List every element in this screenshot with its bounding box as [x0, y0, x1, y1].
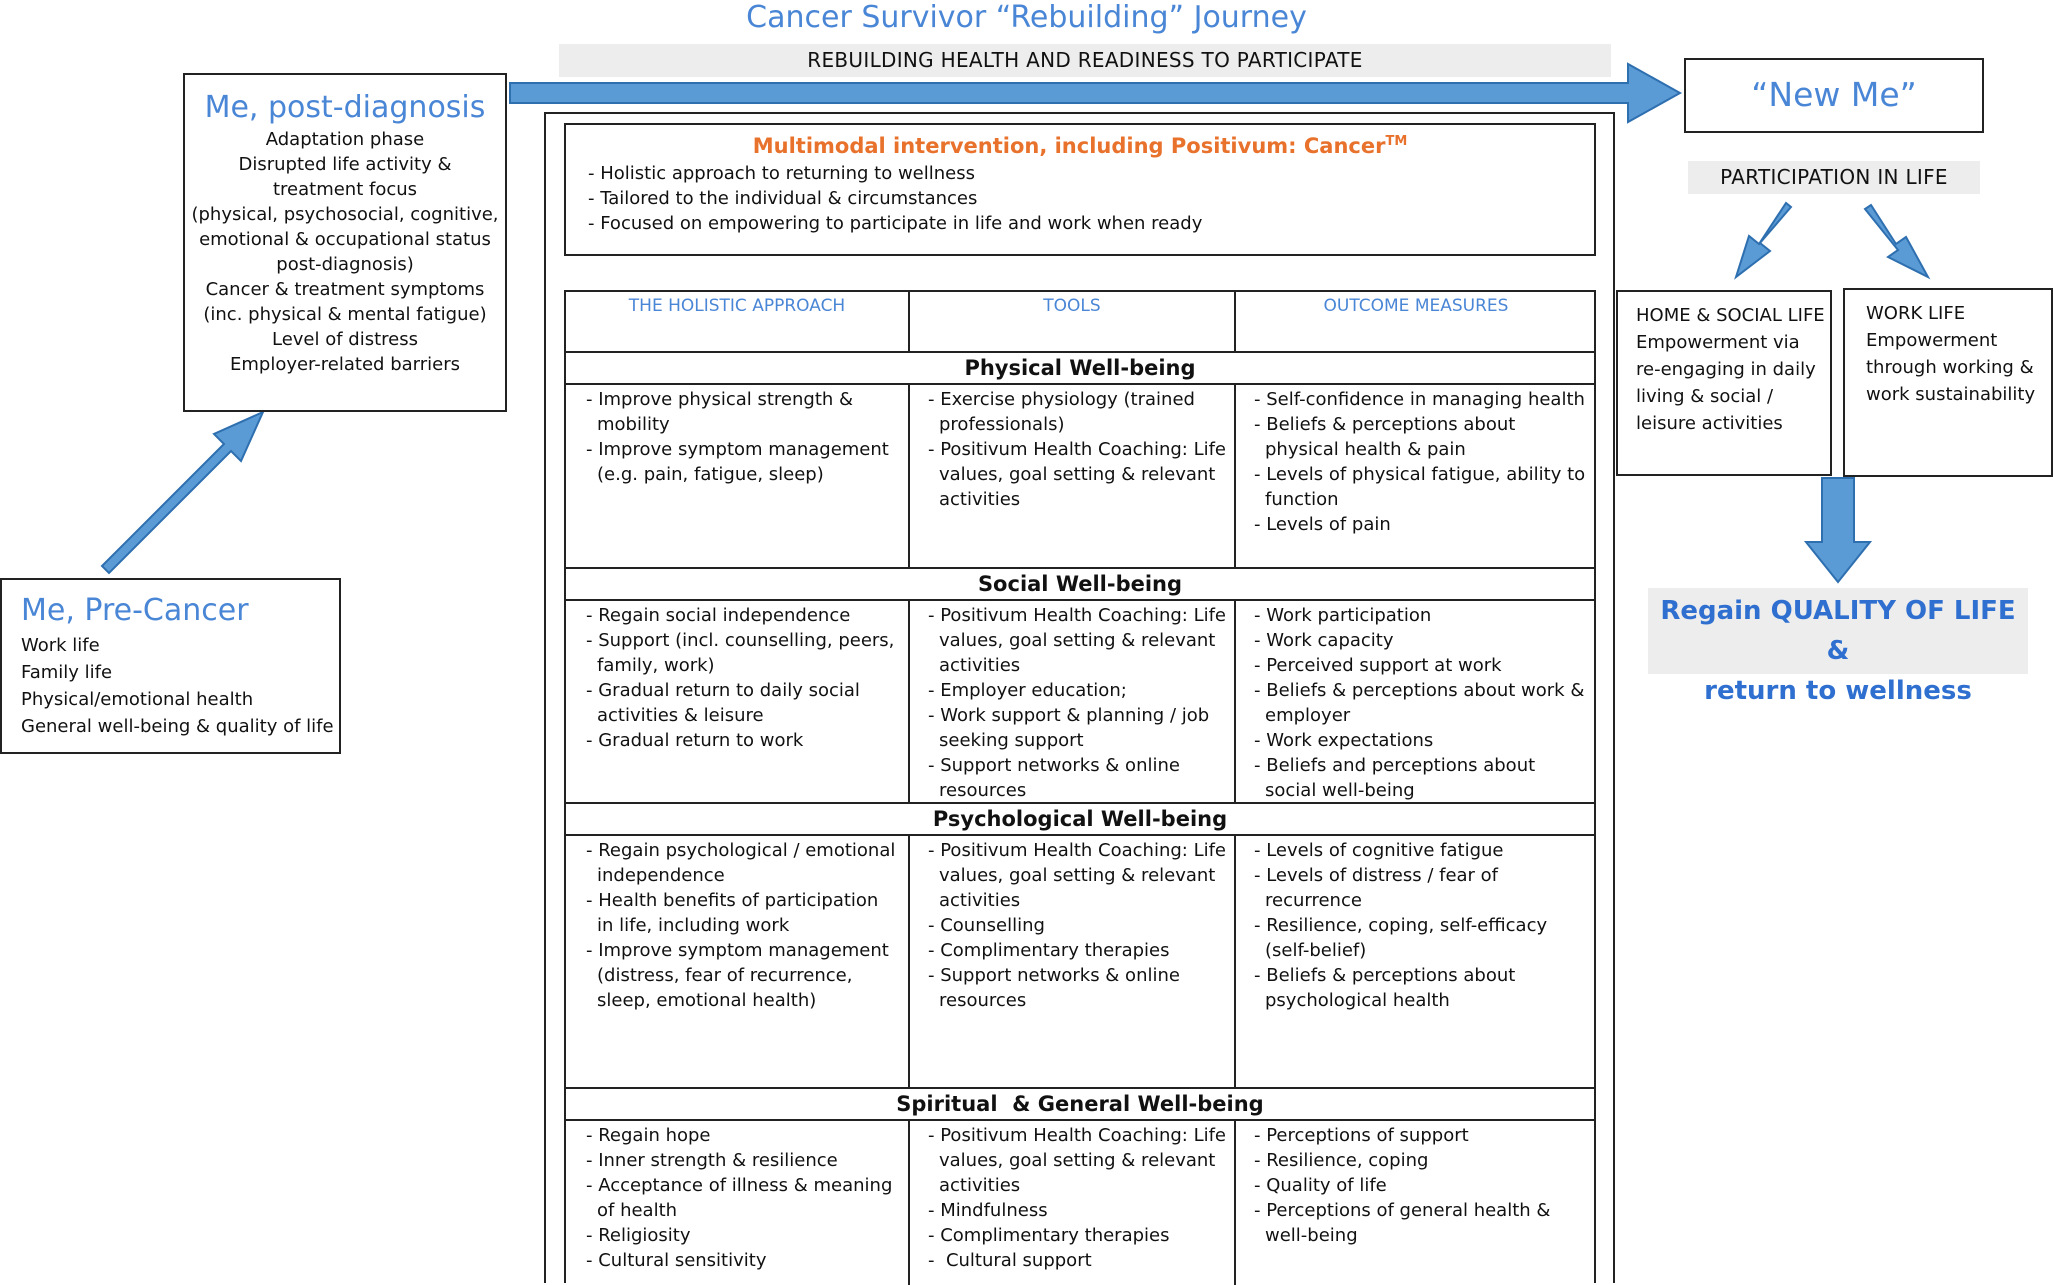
- work-life-line: Empowerment: [1866, 330, 1998, 351]
- goal-line-1: Regain QUALITY OF LIFE &: [1660, 596, 2016, 666]
- rebuilding-banner-text: REBUILDING HEALTH AND READINESS TO PARTICIPATE: [807, 48, 1363, 72]
- diagram-title: Cancer Survivor “Rebuilding” Journey: [746, 0, 1307, 35]
- section-title-spiritual: Spiritual & General Well-being: [896, 1092, 1264, 1116]
- list-item: - Complimentary therapies: [926, 1223, 1226, 1248]
- pre-cancer-item: General well-being & quality of life: [21, 716, 334, 737]
- list-item: - Self-confidence in managing health: [1252, 387, 1592, 412]
- table-divider: [1234, 835, 1236, 1088]
- holistic-table: [564, 290, 1596, 1283]
- table-divider: [566, 1119, 1594, 1121]
- home-social-line: living & social /: [1636, 386, 1774, 407]
- list-item: - Positivum Health Coaching: Life values, goal setting & relevant activities: [926, 603, 1226, 678]
- arrow-down-to-goal: [1806, 478, 1870, 582]
- pre-cancer-item: Physical/emotional health: [21, 689, 254, 710]
- post-diagnosis-line: Cancer & treatment symptoms: [205, 279, 485, 300]
- intervention-title-text: Multimodal intervention, including Positivum: Cancer: [752, 134, 1386, 158]
- home-social-line: leisure activities: [1636, 413, 1783, 434]
- list-item: - Inner strength & resilience: [584, 1148, 900, 1173]
- new-me-box: [1684, 58, 1984, 133]
- intervention-title: [566, 127, 1594, 161]
- arrow-to-work-life: [1865, 205, 1928, 277]
- table-divider: [1234, 384, 1236, 568]
- table-divider: [1234, 1120, 1236, 1285]
- goal-banner: [1648, 588, 2028, 706]
- list-item: - Cultural support: [926, 1248, 1226, 1273]
- list-item: - Gradual return to daily social activities & leisure: [584, 678, 900, 728]
- list-item: - Complimentary therapies: [926, 938, 1226, 963]
- list-item: - Quality of life: [1252, 1173, 1592, 1198]
- arrow-to-home-social: [1736, 203, 1791, 277]
- pre-cancer-item: Work life: [21, 635, 100, 656]
- list-item: - Beliefs and perceptions about social well-being: [1252, 753, 1592, 803]
- list-item: - Employer education;: [926, 678, 1226, 703]
- table-divider: [908, 1120, 910, 1285]
- post-diagnosis-line: post-diagnosis): [276, 254, 414, 275]
- post-diagnosis-line: emotional & occupational status: [199, 229, 491, 250]
- list-item: - Counselling: [926, 913, 1226, 938]
- table-divider: [908, 600, 910, 803]
- post-diagnosis-line: (inc. physical & mental fatigue): [203, 304, 487, 325]
- goal-line-2: return to wellness: [1704, 676, 1972, 706]
- spiritual-outcomes: [1252, 1123, 1592, 1248]
- pre-cancer-title: Me, Pre-Cancer: [21, 593, 249, 628]
- post-diagnosis-line: Adaptation phase: [265, 129, 425, 150]
- trademark-mark: TM: [1385, 134, 1408, 149]
- list-item: - Support (incl. counselling, peers, family, work): [584, 628, 900, 678]
- psychological-approach: [584, 838, 900, 1013]
- list-item: - Improve physical strength & mobility: [584, 387, 900, 437]
- section-title-physical: Physical Well-being: [964, 356, 1196, 380]
- section-title-psychological: Psychological Well-being: [932, 807, 1228, 831]
- list-item: - Religiosity: [584, 1223, 900, 1248]
- pre-cancer-item: Family life: [21, 662, 113, 683]
- intervention-box: [564, 123, 1596, 256]
- list-item: - Perceptions of support: [1252, 1123, 1592, 1148]
- list-item: - Work capacity: [1252, 628, 1592, 653]
- list-item: - Perceived support at work: [1252, 653, 1592, 678]
- list-item: - Mindfulness: [926, 1198, 1226, 1223]
- home-social-line: re-engaging in daily: [1636, 359, 1816, 380]
- list-item: - Beliefs & perceptions about psychological health: [1252, 963, 1592, 1013]
- post-diagnosis-line: Disrupted life activity &: [238, 154, 452, 175]
- list-item: - Work expectations: [1252, 728, 1592, 753]
- list-item: - Regain hope: [584, 1123, 900, 1148]
- home-social-box: [1616, 290, 1832, 476]
- list-item: - Work support & planning / job seeking support: [926, 703, 1226, 753]
- list-item: - Beliefs & perceptions about work & employer: [1252, 678, 1592, 728]
- table-divider: [566, 383, 1594, 385]
- post-diagnosis-line: treatment focus: [272, 179, 418, 200]
- table-divider: [1234, 600, 1236, 803]
- list-item: - Improve symptom management (e.g. pain, fatigue, sleep): [584, 437, 900, 487]
- list-item: - Resilience, coping: [1252, 1148, 1592, 1173]
- psychological-outcomes: [1252, 838, 1592, 1013]
- list-item: - Levels of cognitive fatigue: [1252, 838, 1592, 863]
- social-approach: [584, 603, 900, 753]
- table-divider: [908, 384, 910, 568]
- work-life-line: work sustainability: [1866, 384, 2036, 405]
- spiritual-approach: [584, 1123, 900, 1273]
- arrow-pre-to-post: [102, 412, 263, 573]
- table-divider: [908, 835, 910, 1088]
- participation-banner-text: PARTICIPATION IN LIFE: [1720, 165, 1948, 189]
- list-item: - Positivum Health Coaching: Life values, goal setting & relevant activities: [926, 1123, 1226, 1198]
- list-item: - Levels of distress / fear of recurrence: [1252, 863, 1592, 913]
- physical-outcomes: [1252, 387, 1592, 537]
- header-tools: TOOLS: [1043, 296, 1101, 316]
- intervention-item: - Focused on empowering to participate in life and work when ready: [588, 211, 1594, 236]
- list-item: - Support networks & online resources: [926, 963, 1226, 1013]
- list-item: - Gradual return to work: [584, 728, 900, 753]
- social-outcomes: [1252, 603, 1592, 803]
- work-life-line: WORK LIFE: [1866, 303, 1966, 324]
- social-tools: [926, 603, 1226, 803]
- list-item: - Positivum Health Coaching: Life values, goal setting & relevant activities: [926, 838, 1226, 913]
- list-item: - Positivum Health Coaching: Life values, goal setting & relevant activities: [926, 437, 1226, 512]
- list-item: - Exercise physiology (trained professionals): [926, 387, 1226, 437]
- rebuilding-banner: [559, 44, 1611, 77]
- physical-tools: [926, 387, 1226, 512]
- spiritual-tools: [926, 1123, 1226, 1273]
- physical-approach: [584, 387, 900, 487]
- post-diagnosis-line: Employer-related barriers: [229, 354, 460, 375]
- home-social-line: HOME & SOCIAL LIFE: [1636, 305, 1825, 326]
- work-life-box: [1843, 288, 2053, 477]
- post-diagnosis-line: Level of distress: [271, 329, 418, 350]
- work-life-line: through working &: [1866, 357, 2034, 378]
- psychological-tools: [926, 838, 1226, 1013]
- intervention-item: - Holistic approach to returning to wellness: [588, 161, 1594, 186]
- post-diagnosis-line: (physical, psychosocial, cognitive,: [191, 204, 499, 225]
- list-item: - Levels of pain: [1252, 512, 1592, 537]
- section-title-social: Social Well-being: [977, 572, 1183, 596]
- list-item: - Health benefits of participation in life, including work: [584, 888, 900, 938]
- post-diagnosis-box: [183, 73, 507, 412]
- list-item: - Support networks & online resources: [926, 753, 1226, 803]
- list-item: - Regain psychological / emotional independence: [584, 838, 900, 888]
- list-item: - Beliefs & perceptions about physical health & pain: [1252, 412, 1592, 462]
- post-diagnosis-title: Me, post-diagnosis: [204, 90, 486, 125]
- new-me-title: “New Me”: [1751, 75, 1917, 114]
- header-holistic-approach: THE HOLISTIC APPROACH: [628, 296, 846, 316]
- list-item: - Regain social independence: [584, 603, 900, 628]
- home-social-line: Empowerment via: [1636, 332, 1800, 353]
- list-item: - Cultural sensitivity: [584, 1248, 900, 1273]
- list-item: - Perceptions of general health & well-being: [1252, 1198, 1592, 1248]
- table-divider: [566, 599, 1594, 601]
- list-item: - Acceptance of illness & meaning of health: [584, 1173, 900, 1223]
- list-item: - Levels of physical fatigue, ability to function: [1252, 462, 1592, 512]
- pre-cancer-box: [0, 578, 341, 754]
- list-item: - Resilience, coping, self-efficacy (self-belief): [1252, 913, 1592, 963]
- list-item: - Improve symptom management (distress, fear of recurrence, sleep, emotional health): [584, 938, 900, 1013]
- participation-banner: [1688, 161, 1980, 194]
- table-divider: [566, 834, 1594, 836]
- list-item: - Work participation: [1252, 603, 1592, 628]
- header-outcome-measures: OUTCOME MEASURES: [1323, 296, 1509, 316]
- intervention-item: - Tailored to the individual & circumstances: [588, 186, 1594, 211]
